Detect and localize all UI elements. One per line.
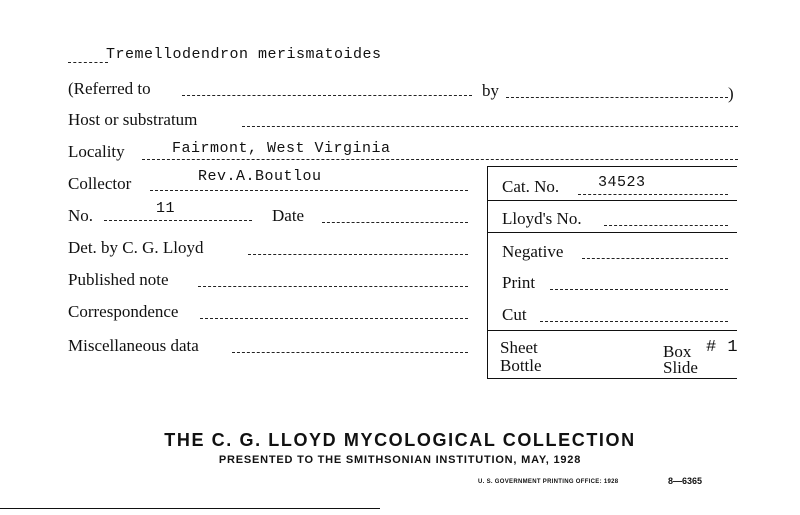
sheet-label: Sheet [500, 338, 538, 357]
date-label: Date [272, 206, 305, 225]
box-divider-1 [487, 200, 737, 201]
lloyds-no-label: Lloyd's No. [502, 209, 582, 228]
printer-imprint: U. S. GOVERNMENT PRINTING OFFICE: 1928 [478, 479, 619, 485]
cut-label: Cut [502, 305, 527, 324]
no-line [104, 220, 252, 221]
cut-line [540, 321, 728, 322]
footer-subtitle: PRESENTED TO THE SMITHSONIAN INSTITUTION, MAY, 1928 [218, 454, 582, 466]
box-value: # 1 [706, 338, 739, 357]
by-line [506, 97, 728, 98]
box-divider-3 [487, 330, 737, 331]
box-left-border [487, 166, 488, 378]
box-divider-2 [487, 232, 737, 233]
correspondence-line [200, 318, 468, 319]
box-top-border [487, 166, 737, 167]
date-line [322, 222, 468, 223]
slide-label: Slide [663, 358, 698, 377]
locality-value: Fairmont, West Virginia [172, 140, 391, 157]
no-value: 11 [156, 200, 176, 217]
cat-no-label: Cat. No. [502, 177, 560, 196]
cat-no-value: 34523 [598, 174, 646, 191]
det-line [248, 254, 468, 255]
misc-line [232, 352, 468, 353]
box-bottom-border [487, 378, 737, 379]
collector-line [150, 190, 468, 191]
close-paren: ) [728, 84, 734, 103]
misc-label: Miscellaneous data [68, 336, 199, 355]
negative-label: Negative [502, 242, 564, 261]
scan-edge-line [0, 508, 380, 509]
host-label: Host or substratum [68, 110, 198, 129]
negative-line [582, 258, 728, 259]
lloyds-no-line [604, 225, 728, 226]
species-name: Tremellodendron merismatoides [106, 46, 382, 63]
host-line [242, 126, 738, 127]
footer-title: THE C. G. LLOYD MYCOLOGICAL COLLECTION [164, 430, 636, 450]
published-label: Published note [68, 270, 169, 289]
published-line [198, 286, 468, 287]
print-label: Print [502, 273, 536, 292]
bottle-label: Bottle [500, 356, 542, 375]
collector-value: Rev.A.Boutlou [198, 168, 322, 185]
correspondence-label: Correspondence [68, 302, 179, 321]
locality-label: Locality [68, 142, 125, 161]
print-line [550, 289, 728, 290]
det-label: Det. by C. G. Lloyd [68, 238, 204, 257]
species-line [68, 62, 108, 63]
no-label: No. [68, 206, 94, 225]
by-label: by [482, 81, 499, 100]
locality-line [142, 159, 738, 160]
cat-no-line [578, 194, 728, 195]
referred-to-line [182, 95, 472, 96]
form-number: 8—6365 [668, 476, 703, 486]
collector-label: Collector [68, 174, 132, 193]
box-label: Box [663, 342, 692, 361]
referred-to-label: (Referred to [68, 79, 151, 98]
